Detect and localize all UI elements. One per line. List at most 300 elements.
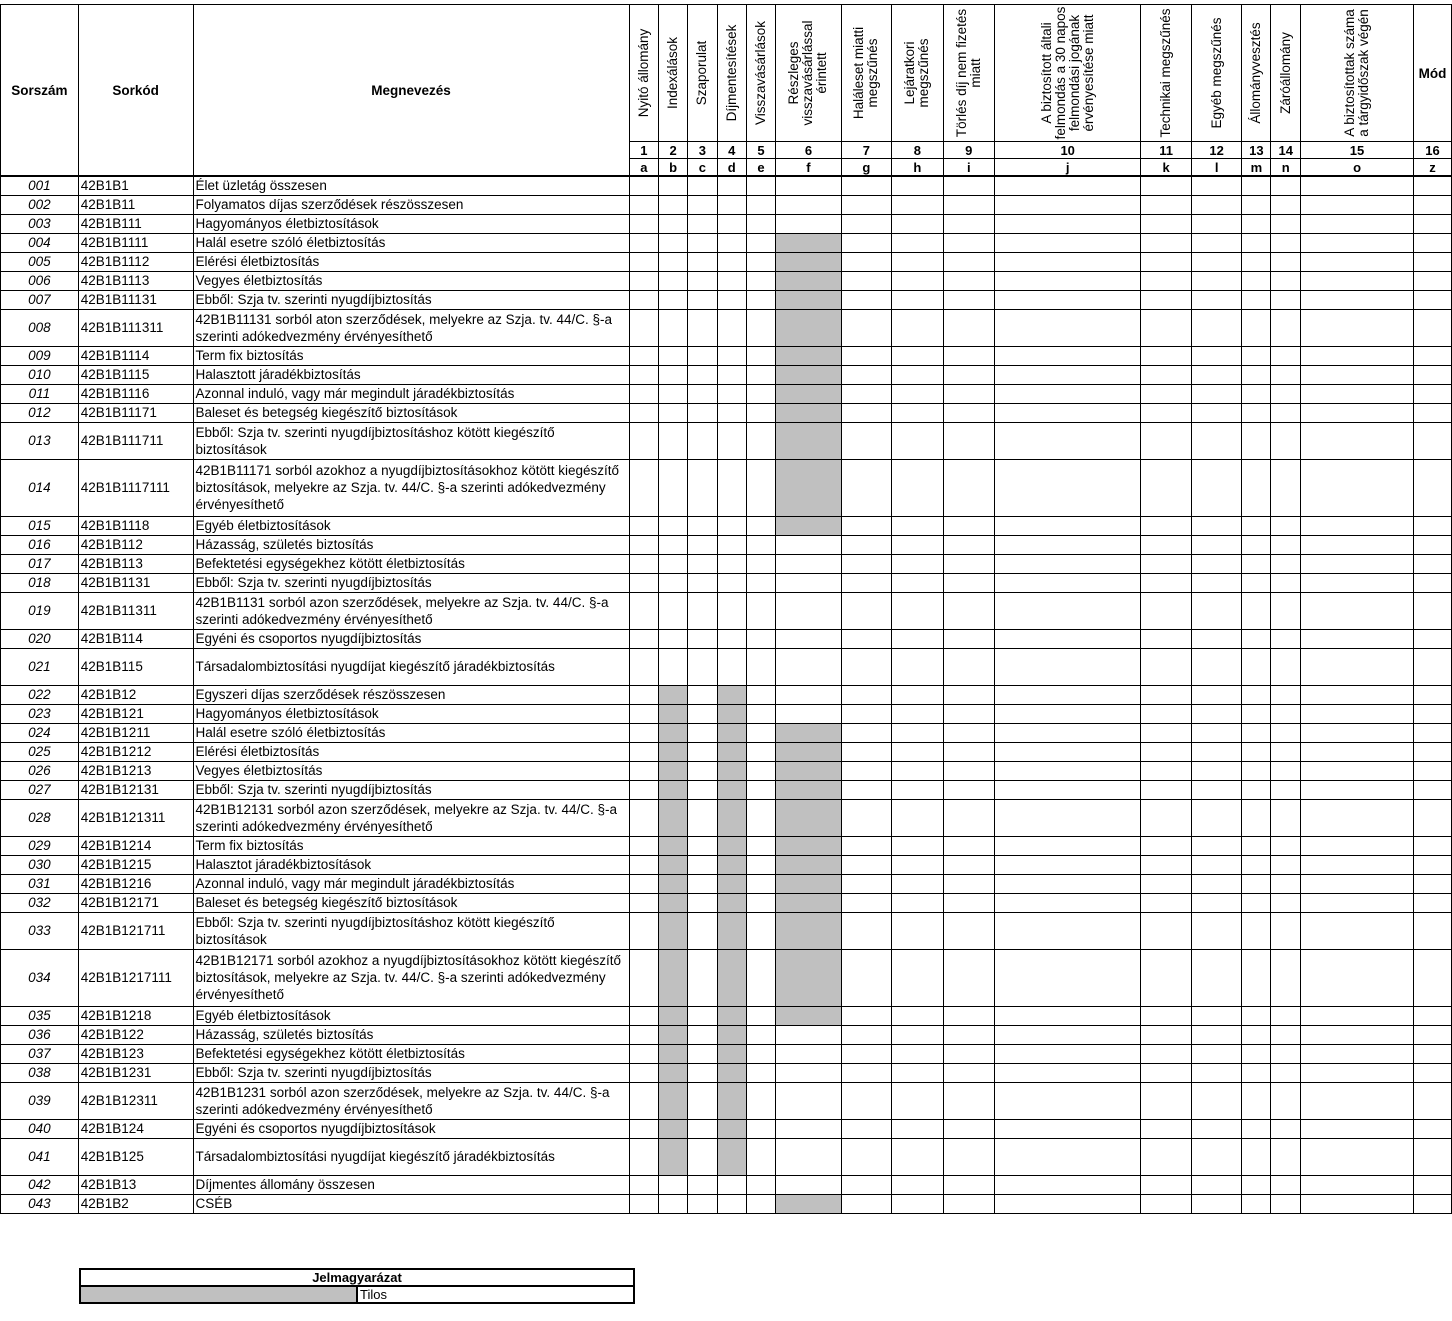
data-cell[interactable]	[943, 723, 994, 742]
data-cell[interactable]	[841, 874, 891, 893]
data-cell[interactable]	[1141, 723, 1192, 742]
data-cell[interactable]	[1413, 1006, 1451, 1025]
data-cell[interactable]	[1413, 949, 1451, 1006]
data-cell[interactable]	[1301, 1063, 1414, 1082]
data-cell[interactable]	[717, 459, 746, 516]
data-cell[interactable]	[1191, 949, 1242, 1006]
data-cell[interactable]	[1413, 1044, 1451, 1063]
data-cell[interactable]	[746, 176, 776, 195]
data-cell[interactable]	[629, 855, 659, 874]
data-cell[interactable]	[746, 1025, 776, 1044]
data-cell[interactable]	[943, 592, 994, 629]
forbidden-cell[interactable]	[776, 403, 841, 422]
data-cell[interactable]	[1413, 704, 1451, 723]
forbidden-cell[interactable]	[717, 836, 746, 855]
data-cell[interactable]	[1271, 252, 1301, 271]
data-cell[interactable]	[841, 403, 891, 422]
data-cell[interactable]	[1301, 573, 1414, 592]
data-cell[interactable]	[995, 309, 1141, 346]
data-cell[interactable]	[1191, 912, 1242, 949]
data-cell[interactable]	[841, 1138, 891, 1175]
data-cell[interactable]	[629, 761, 659, 780]
data-cell[interactable]	[746, 1006, 776, 1025]
data-cell[interactable]	[995, 384, 1141, 403]
data-cell[interactable]	[1242, 780, 1271, 799]
data-cell[interactable]	[776, 629, 841, 648]
data-cell[interactable]	[1413, 384, 1451, 403]
data-cell[interactable]	[746, 290, 776, 309]
data-cell[interactable]	[688, 365, 718, 384]
data-cell[interactable]	[892, 422, 943, 459]
data-cell[interactable]	[1191, 742, 1242, 761]
data-cell[interactable]	[1141, 271, 1192, 290]
data-cell[interactable]	[995, 704, 1141, 723]
data-cell[interactable]	[1191, 1194, 1242, 1213]
data-cell[interactable]	[841, 554, 891, 573]
data-cell[interactable]	[1242, 365, 1271, 384]
data-cell[interactable]	[892, 516, 943, 535]
data-cell[interactable]	[892, 403, 943, 422]
data-cell[interactable]	[688, 573, 718, 592]
data-cell[interactable]	[1242, 836, 1271, 855]
data-cell[interactable]	[776, 176, 841, 195]
data-cell[interactable]	[995, 365, 1141, 384]
data-cell[interactable]	[1271, 949, 1301, 1006]
data-cell[interactable]	[943, 761, 994, 780]
data-cell[interactable]	[659, 459, 688, 516]
data-cell[interactable]	[629, 252, 659, 271]
data-cell[interactable]	[892, 1138, 943, 1175]
data-cell[interactable]	[776, 573, 841, 592]
data-cell[interactable]	[995, 912, 1141, 949]
data-cell[interactable]	[746, 535, 776, 554]
data-cell[interactable]	[1141, 1119, 1192, 1138]
data-cell[interactable]	[841, 1006, 891, 1025]
data-cell[interactable]	[1242, 1025, 1271, 1044]
forbidden-cell[interactable]	[776, 271, 841, 290]
data-cell[interactable]	[1191, 1063, 1242, 1082]
data-cell[interactable]	[943, 1175, 994, 1194]
data-cell[interactable]	[841, 422, 891, 459]
data-cell[interactable]	[717, 214, 746, 233]
data-cell[interactable]	[746, 855, 776, 874]
data-cell[interactable]	[746, 949, 776, 1006]
data-cell[interactable]	[943, 176, 994, 195]
data-cell[interactable]	[717, 195, 746, 214]
forbidden-cell[interactable]	[717, 742, 746, 761]
data-cell[interactable]	[688, 1025, 718, 1044]
data-cell[interactable]	[943, 214, 994, 233]
data-cell[interactable]	[841, 195, 891, 214]
data-cell[interactable]	[776, 1138, 841, 1175]
forbidden-cell[interactable]	[776, 761, 841, 780]
data-cell[interactable]	[943, 195, 994, 214]
data-cell[interactable]	[746, 1044, 776, 1063]
data-cell[interactable]	[1191, 874, 1242, 893]
data-cell[interactable]	[746, 516, 776, 535]
data-cell[interactable]	[717, 1175, 746, 1194]
data-cell[interactable]	[1301, 629, 1414, 648]
data-cell[interactable]	[995, 403, 1141, 422]
data-cell[interactable]	[995, 233, 1141, 252]
data-cell[interactable]	[1141, 949, 1192, 1006]
data-cell[interactable]	[629, 573, 659, 592]
data-cell[interactable]	[1413, 1025, 1451, 1044]
data-cell[interactable]	[943, 949, 994, 1006]
data-cell[interactable]	[688, 176, 718, 195]
data-cell[interactable]	[688, 1194, 718, 1213]
data-cell[interactable]	[746, 1082, 776, 1119]
data-cell[interactable]	[629, 233, 659, 252]
forbidden-cell[interactable]	[717, 1025, 746, 1044]
data-cell[interactable]	[688, 761, 718, 780]
data-cell[interactable]	[1141, 1138, 1192, 1175]
data-cell[interactable]	[659, 573, 688, 592]
data-cell[interactable]	[943, 893, 994, 912]
data-cell[interactable]	[1413, 1175, 1451, 1194]
data-cell[interactable]	[1141, 780, 1192, 799]
data-cell[interactable]	[688, 422, 718, 459]
data-cell[interactable]	[841, 799, 891, 836]
data-cell[interactable]	[688, 195, 718, 214]
data-cell[interactable]	[943, 912, 994, 949]
data-cell[interactable]	[892, 459, 943, 516]
data-cell[interactable]	[1301, 365, 1414, 384]
data-cell[interactable]	[892, 271, 943, 290]
data-cell[interactable]	[841, 1044, 891, 1063]
data-cell[interactable]	[1141, 422, 1192, 459]
data-cell[interactable]	[688, 554, 718, 573]
forbidden-cell[interactable]	[776, 799, 841, 836]
data-cell[interactable]	[841, 271, 891, 290]
data-cell[interactable]	[688, 629, 718, 648]
data-cell[interactable]	[717, 403, 746, 422]
data-cell[interactable]	[629, 893, 659, 912]
data-cell[interactable]	[688, 459, 718, 516]
data-cell[interactable]	[1271, 271, 1301, 290]
data-cell[interactable]	[1242, 422, 1271, 459]
data-cell[interactable]	[1191, 1175, 1242, 1194]
data-cell[interactable]	[746, 1175, 776, 1194]
data-cell[interactable]	[1191, 252, 1242, 271]
data-cell[interactable]	[1141, 1006, 1192, 1025]
data-cell[interactable]	[995, 252, 1141, 271]
data-cell[interactable]	[995, 949, 1141, 1006]
data-cell[interactable]	[746, 252, 776, 271]
data-cell[interactable]	[1271, 1175, 1301, 1194]
data-cell[interactable]	[629, 685, 659, 704]
data-cell[interactable]	[746, 233, 776, 252]
forbidden-cell[interactable]	[717, 1138, 746, 1175]
data-cell[interactable]	[892, 384, 943, 403]
data-cell[interactable]	[1191, 629, 1242, 648]
data-cell[interactable]	[1301, 836, 1414, 855]
data-cell[interactable]	[1301, 912, 1414, 949]
data-cell[interactable]	[688, 516, 718, 535]
data-cell[interactable]	[1141, 252, 1192, 271]
data-cell[interactable]	[629, 535, 659, 554]
data-cell[interactable]	[1271, 592, 1301, 629]
data-cell[interactable]	[1301, 1119, 1414, 1138]
data-cell[interactable]	[1301, 403, 1414, 422]
data-cell[interactable]	[995, 1119, 1141, 1138]
data-cell[interactable]	[717, 384, 746, 403]
data-cell[interactable]	[717, 516, 746, 535]
data-cell[interactable]	[1242, 516, 1271, 535]
data-cell[interactable]	[1413, 1194, 1451, 1213]
data-cell[interactable]	[629, 949, 659, 1006]
data-cell[interactable]	[1301, 855, 1414, 874]
data-cell[interactable]	[892, 780, 943, 799]
data-cell[interactable]	[1242, 1175, 1271, 1194]
data-cell[interactable]	[688, 949, 718, 1006]
data-cell[interactable]	[892, 1175, 943, 1194]
data-cell[interactable]	[776, 1063, 841, 1082]
data-cell[interactable]	[892, 1025, 943, 1044]
data-cell[interactable]	[1191, 176, 1242, 195]
data-cell[interactable]	[776, 1175, 841, 1194]
data-cell[interactable]	[1301, 271, 1414, 290]
data-cell[interactable]	[995, 1082, 1141, 1119]
data-cell[interactable]	[1141, 365, 1192, 384]
data-cell[interactable]	[1141, 592, 1192, 629]
data-cell[interactable]	[717, 309, 746, 346]
forbidden-cell[interactable]	[717, 761, 746, 780]
data-cell[interactable]	[717, 271, 746, 290]
data-cell[interactable]	[1413, 176, 1451, 195]
data-cell[interactable]	[1271, 629, 1301, 648]
data-cell[interactable]	[717, 422, 746, 459]
data-cell[interactable]	[659, 309, 688, 346]
data-cell[interactable]	[1301, 874, 1414, 893]
data-cell[interactable]	[943, 422, 994, 459]
data-cell[interactable]	[1242, 704, 1271, 723]
data-cell[interactable]	[1271, 761, 1301, 780]
data-cell[interactable]	[717, 346, 746, 365]
data-cell[interactable]	[1301, 195, 1414, 214]
data-cell[interactable]	[1271, 214, 1301, 233]
data-cell[interactable]	[943, 516, 994, 535]
data-cell[interactable]	[841, 346, 891, 365]
data-cell[interactable]	[1141, 233, 1192, 252]
forbidden-cell[interactable]	[717, 799, 746, 836]
data-cell[interactable]	[841, 365, 891, 384]
data-cell[interactable]	[1271, 346, 1301, 365]
data-cell[interactable]	[629, 874, 659, 893]
data-cell[interactable]	[1242, 1006, 1271, 1025]
data-cell[interactable]	[746, 422, 776, 459]
data-cell[interactable]	[776, 195, 841, 214]
data-cell[interactable]	[1191, 799, 1242, 836]
data-cell[interactable]	[943, 1006, 994, 1025]
data-cell[interactable]	[943, 535, 994, 554]
data-cell[interactable]	[717, 252, 746, 271]
data-cell[interactable]	[892, 1082, 943, 1119]
data-cell[interactable]	[1242, 195, 1271, 214]
data-cell[interactable]	[1413, 685, 1451, 704]
data-cell[interactable]	[629, 271, 659, 290]
data-cell[interactable]	[1413, 780, 1451, 799]
data-cell[interactable]	[659, 403, 688, 422]
forbidden-cell[interactable]	[776, 252, 841, 271]
data-cell[interactable]	[1301, 252, 1414, 271]
data-cell[interactable]	[841, 685, 891, 704]
data-cell[interactable]	[943, 271, 994, 290]
data-cell[interactable]	[841, 176, 891, 195]
data-cell[interactable]	[943, 780, 994, 799]
data-cell[interactable]	[746, 704, 776, 723]
data-cell[interactable]	[717, 648, 746, 685]
data-cell[interactable]	[746, 403, 776, 422]
data-cell[interactable]	[1141, 290, 1192, 309]
data-cell[interactable]	[1413, 893, 1451, 912]
data-cell[interactable]	[1271, 893, 1301, 912]
forbidden-cell[interactable]	[659, 912, 688, 949]
data-cell[interactable]	[776, 1025, 841, 1044]
data-cell[interactable]	[892, 252, 943, 271]
data-cell[interactable]	[688, 290, 718, 309]
data-cell[interactable]	[688, 233, 718, 252]
data-cell[interactable]	[892, 365, 943, 384]
data-cell[interactable]	[688, 799, 718, 836]
data-cell[interactable]	[629, 799, 659, 836]
data-cell[interactable]	[892, 1006, 943, 1025]
data-cell[interactable]	[688, 1175, 718, 1194]
forbidden-cell[interactable]	[717, 874, 746, 893]
forbidden-cell[interactable]	[776, 723, 841, 742]
data-cell[interactable]	[629, 214, 659, 233]
data-cell[interactable]	[841, 1063, 891, 1082]
data-cell[interactable]	[892, 893, 943, 912]
data-cell[interactable]	[943, 1063, 994, 1082]
data-cell[interactable]	[1301, 1044, 1414, 1063]
data-cell[interactable]	[892, 535, 943, 554]
data-cell[interactable]	[688, 874, 718, 893]
data-cell[interactable]	[995, 780, 1141, 799]
data-cell[interactable]	[1242, 573, 1271, 592]
data-cell[interactable]	[1242, 761, 1271, 780]
data-cell[interactable]	[1191, 233, 1242, 252]
data-cell[interactable]	[746, 1194, 776, 1213]
data-cell[interactable]	[1242, 290, 1271, 309]
data-cell[interactable]	[1191, 516, 1242, 535]
data-cell[interactable]	[1242, 346, 1271, 365]
data-cell[interactable]	[1413, 836, 1451, 855]
data-cell[interactable]	[629, 1194, 659, 1213]
data-cell[interactable]	[892, 761, 943, 780]
data-cell[interactable]	[1271, 1194, 1301, 1213]
data-cell[interactable]	[1301, 949, 1414, 1006]
data-cell[interactable]	[1141, 893, 1192, 912]
data-cell[interactable]	[943, 1119, 994, 1138]
data-cell[interactable]	[1271, 648, 1301, 685]
data-cell[interactable]	[1271, 290, 1301, 309]
data-cell[interactable]	[943, 648, 994, 685]
forbidden-cell[interactable]	[776, 233, 841, 252]
data-cell[interactable]	[659, 629, 688, 648]
data-cell[interactable]	[688, 780, 718, 799]
data-cell[interactable]	[943, 685, 994, 704]
data-cell[interactable]	[717, 592, 746, 629]
data-cell[interactable]	[1191, 573, 1242, 592]
data-cell[interactable]	[1271, 723, 1301, 742]
forbidden-cell[interactable]	[717, 893, 746, 912]
data-cell[interactable]	[1413, 290, 1451, 309]
data-cell[interactable]	[688, 704, 718, 723]
data-cell[interactable]	[995, 1044, 1141, 1063]
data-cell[interactable]	[629, 592, 659, 629]
data-cell[interactable]	[995, 346, 1141, 365]
data-cell[interactable]	[746, 648, 776, 685]
forbidden-cell[interactable]	[776, 1006, 841, 1025]
data-cell[interactable]	[1191, 1119, 1242, 1138]
data-cell[interactable]	[892, 554, 943, 573]
data-cell[interactable]	[1301, 1138, 1414, 1175]
data-cell[interactable]	[629, 1082, 659, 1119]
data-cell[interactable]	[688, 685, 718, 704]
data-cell[interactable]	[1413, 742, 1451, 761]
data-cell[interactable]	[892, 742, 943, 761]
data-cell[interactable]	[688, 855, 718, 874]
data-cell[interactable]	[1191, 1006, 1242, 1025]
data-cell[interactable]	[995, 1025, 1141, 1044]
data-cell[interactable]	[717, 629, 746, 648]
data-cell[interactable]	[746, 1063, 776, 1082]
data-cell[interactable]	[688, 592, 718, 629]
data-cell[interactable]	[995, 516, 1141, 535]
data-cell[interactable]	[841, 290, 891, 309]
data-cell[interactable]	[688, 252, 718, 271]
data-cell[interactable]	[841, 648, 891, 685]
data-cell[interactable]	[1242, 535, 1271, 554]
forbidden-cell[interactable]	[659, 704, 688, 723]
forbidden-cell[interactable]	[717, 1006, 746, 1025]
forbidden-cell[interactable]	[776, 309, 841, 346]
data-cell[interactable]	[659, 214, 688, 233]
data-cell[interactable]	[995, 271, 1141, 290]
data-cell[interactable]	[1301, 309, 1414, 346]
data-cell[interactable]	[1141, 176, 1192, 195]
forbidden-cell[interactable]	[717, 949, 746, 1006]
data-cell[interactable]	[1141, 573, 1192, 592]
data-cell[interactable]	[746, 573, 776, 592]
data-cell[interactable]	[1191, 704, 1242, 723]
forbidden-cell[interactable]	[776, 516, 841, 535]
forbidden-cell[interactable]	[776, 365, 841, 384]
data-cell[interactable]	[746, 459, 776, 516]
data-cell[interactable]	[1413, 252, 1451, 271]
data-cell[interactable]	[1242, 459, 1271, 516]
data-cell[interactable]	[892, 836, 943, 855]
data-cell[interactable]	[1413, 422, 1451, 459]
data-cell[interactable]	[943, 1025, 994, 1044]
data-cell[interactable]	[1242, 309, 1271, 346]
data-cell[interactable]	[1242, 949, 1271, 1006]
data-cell[interactable]	[943, 629, 994, 648]
data-cell[interactable]	[943, 233, 994, 252]
forbidden-cell[interactable]	[776, 1194, 841, 1213]
data-cell[interactable]	[629, 780, 659, 799]
data-cell[interactable]	[1242, 214, 1271, 233]
data-cell[interactable]	[1191, 855, 1242, 874]
data-cell[interactable]	[1242, 893, 1271, 912]
data-cell[interactable]	[1413, 874, 1451, 893]
data-cell[interactable]	[746, 836, 776, 855]
data-cell[interactable]	[892, 704, 943, 723]
data-cell[interactable]	[1271, 403, 1301, 422]
data-cell[interactable]	[629, 176, 659, 195]
data-cell[interactable]	[1413, 214, 1451, 233]
